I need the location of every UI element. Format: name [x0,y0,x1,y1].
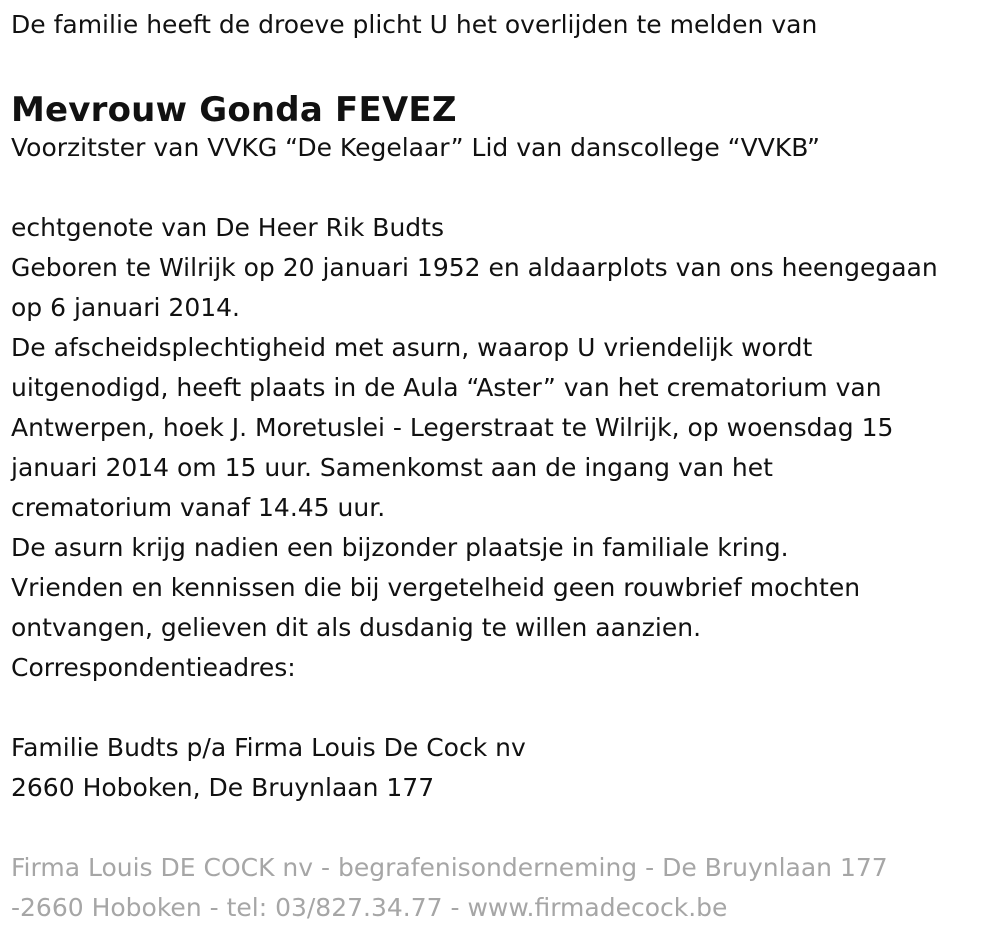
deceased-functions: Voorzitster van VVKG “De Kegelaar” Lid van danscollege “VVKB” [11,133,820,162]
spacer [11,688,996,728]
body-line: Geboren te Wilrijk op 20 januari 1952 en aldaarplots van ons heengegaan [11,253,938,282]
body-line: Vrienden en kennissen die bij vergetelheid geen rouwbrief mochten [11,573,861,602]
body-line: op 6 januari 2014. [11,293,240,322]
body-line: Antwerpen, hoek J. Moretuslei - Legerstraat te Wilrijk, op woensdag 15 [11,413,894,442]
body-line: echtgenote van De Heer Rik Budts [11,213,444,242]
body-line: crematorium vanaf 14.45 uur. [11,493,386,522]
footer-line: Firma Louis DE COCK nv - begrafenisonderneming - De Bruynlaan 177 [11,853,888,882]
address-line: 2660 Hoboken, De Bruynlaan 177 [11,773,435,802]
spacer [11,168,996,208]
obituary-notice [11,0,996,928]
deceased-name: Mevrouw Gonda FEVEZ [11,90,457,130]
spacer [11,808,996,848]
footer-line: -2660 Hoboken - tel: 03/827.34.77 - www.firmadecock.be [11,893,728,922]
funeral-home-footer [11,848,996,928]
correspondence-address [11,728,996,808]
body-line: ontvangen, gelieven dit als dusdanig te willen aanzien. [11,613,702,642]
address-line: Familie Budts p/a Firma Louis De Cock nv [11,733,526,762]
correspondence-label: Correspondentieadres: [11,653,296,682]
body-line: De asurn krijg nadien een bijzonder plaatsje in familiale kring. [11,533,789,562]
body-line: uitgenodigd, heeft plaats in de Aula “Aster” van het crematorium van [11,373,882,402]
announcement-body [11,208,996,688]
intro-text: De familie heeft de droeve plicht U het overlijden te melden van [11,10,818,39]
body-line: De afscheidsplechtigheid met asurn, waarop U vriendelijk wordt [11,333,813,362]
body-line: januari 2014 om 15 uur. Samenkomst aan de ingang van het [11,453,773,482]
